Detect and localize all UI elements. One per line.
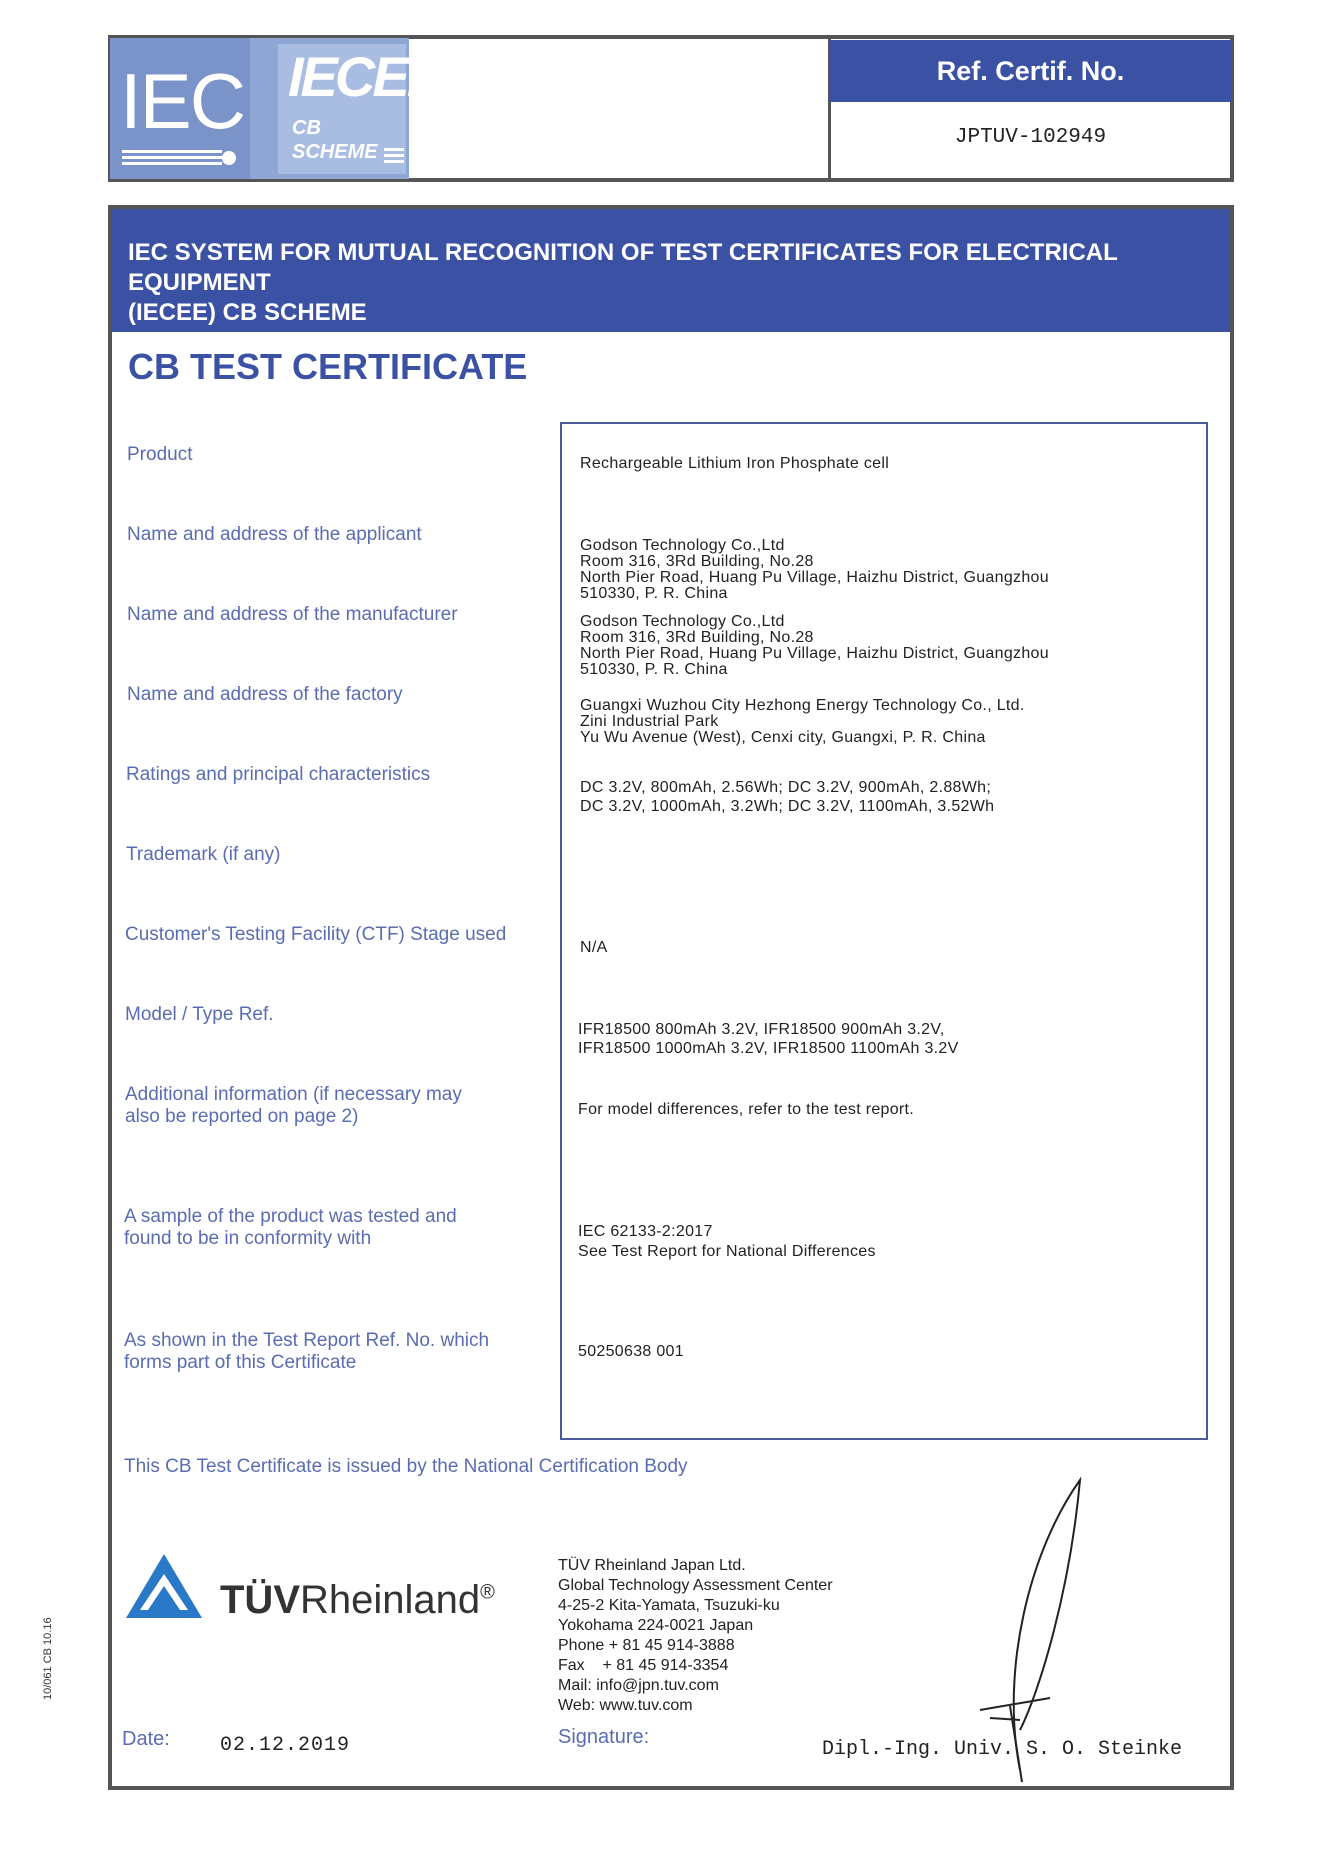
- trademark-label: Trademark (if any): [126, 844, 281, 865]
- conformity-label-1: A sample of the product was tested and: [124, 1206, 457, 1227]
- banner-line-2: (IECEE) CB SCHEME: [128, 299, 367, 326]
- applicant-label: Name and address of the applicant: [127, 524, 422, 545]
- iecee-logo: [278, 44, 442, 174]
- conformity-label: [124, 1206, 457, 1250]
- signer-name: Dipl.-Ing. Univ. S. O. Steinke: [822, 1738, 1183, 1761]
- date-label: Date:: [122, 1728, 170, 1750]
- form-code: 10/061 CB 10.16: [42, 1617, 54, 1700]
- factory-label: Name and address of the factory: [127, 684, 403, 705]
- applicant-value: Godson Technology Co.,Ltd Room 316, 3Rd Building, No.28 North Pier Road, Huang Pu Village, Haizhu District, Guangzhou 510330, P. R. China: [580, 537, 1049, 602]
- manufacturer-label: Name and address of the manufacturer: [127, 604, 458, 625]
- iec-logo-text: IEC: [120, 57, 245, 145]
- registered-mark: ®: [480, 1581, 495, 1604]
- tuv-rheinland-logo: [220, 1578, 495, 1623]
- additional-info-label-1: Additional information (if necessary may: [125, 1084, 462, 1105]
- additional-info-label: [125, 1084, 462, 1128]
- scheme-banner-text: [128, 238, 1218, 328]
- ref-certif-number: JPTUV-102949: [954, 126, 1107, 149]
- tuv-triangle-logo-icon: [124, 1552, 204, 1620]
- certifier-address: TÜV Rheinland Japan Ltd. Global Technology Assessment Center 4-25-2 Kita-Yamata, Tsuzuki-ku Yokohama 224-0021 Japan Phone + 81 45 914-3888 Fax + 81 45 914-3354 Mail: info@jpn.tuv.com Web: www.tuv.com: [558, 1557, 833, 1714]
- tuv-logo-rest: Rheinland: [300, 1578, 481, 1622]
- ratings-label: Ratings and principal characteristics: [126, 764, 431, 785]
- additional-info-label-2: also be reported on page 2): [125, 1106, 359, 1127]
- signature-label: Signature:: [558, 1726, 650, 1748]
- iec-logo: [110, 38, 250, 179]
- tuv-logo-bold: TÜV: [220, 1578, 300, 1622]
- factory-value: Guangxi Wuzhou City Hezhong Energy Technology Co., Ltd. Zini Industrial Park Yu Wu Avenue (West), Cenxi city, Guangxi, P. R. China: [580, 697, 1025, 746]
- cb-logo-text: CB: [292, 117, 321, 139]
- report-label-2: forms part of this Certificate: [124, 1352, 357, 1373]
- ctf-value: N/A: [580, 939, 608, 956]
- report-label: [124, 1330, 489, 1374]
- product-value: Rechargeable Lithium Iron Phosphate cell: [580, 455, 890, 472]
- product-label: Product: [127, 444, 193, 465]
- model-value: IFR18500 800mAh 3.2V, IFR18500 900mAh 3.2V, IFR18500 1000mAh 3.2V, IFR18500 1100mAh 3.2V: [578, 1021, 959, 1057]
- date-value: 02.12.2019: [220, 1734, 351, 1757]
- manufacturer-value: Godson Technology Co.,Ltd Room 316, 3Rd Building, No.28 North Pier Road, Huang Pu Village, Haizhu District, Guangzhou 510330, P. R. China: [580, 613, 1049, 678]
- conformity-label-2: found to be in conformity with: [124, 1228, 372, 1249]
- ratings-value: DC 3.2V, 800mAh, 2.56Wh; DC 3.2V, 900mAh, 2.88Wh; DC 3.2V, 1000mAh, 3.2Wh; DC 3.2V, 1100mAh, 3.52Wh: [580, 779, 995, 815]
- scheme-logo-text: SCHEME: [292, 141, 378, 163]
- report-value: 50250638 001: [578, 1343, 684, 1360]
- ref-certif-label: Ref. Certif. No.: [830, 40, 1231, 102]
- iecee-logo-text: IECEE: [288, 45, 442, 108]
- conformity-value: IEC 62133-2:2017 See Test Report for National Differences: [578, 1223, 876, 1260]
- ctf-label: Customer's Testing Facility (CTF) Stage used: [125, 924, 507, 945]
- model-label: Model / Type Ref.: [125, 1004, 274, 1025]
- issued-by-statement: This CB Test Certificate is issued by the National Certification Body: [124, 1456, 688, 1477]
- banner-line-1: IEC SYSTEM FOR MUTUAL RECOGNITION OF TEST CERTIFICATES FOR ELECTRICAL EQUIPMENT: [128, 239, 1118, 296]
- iec-iecee-logo: [110, 38, 442, 179]
- certificate-title: CB TEST CERTIFICATE: [128, 346, 528, 387]
- report-label-1: As shown in the Test Report Ref. No. which: [124, 1330, 490, 1351]
- additional-info-value: For model differences, refer to the test report.: [578, 1101, 915, 1118]
